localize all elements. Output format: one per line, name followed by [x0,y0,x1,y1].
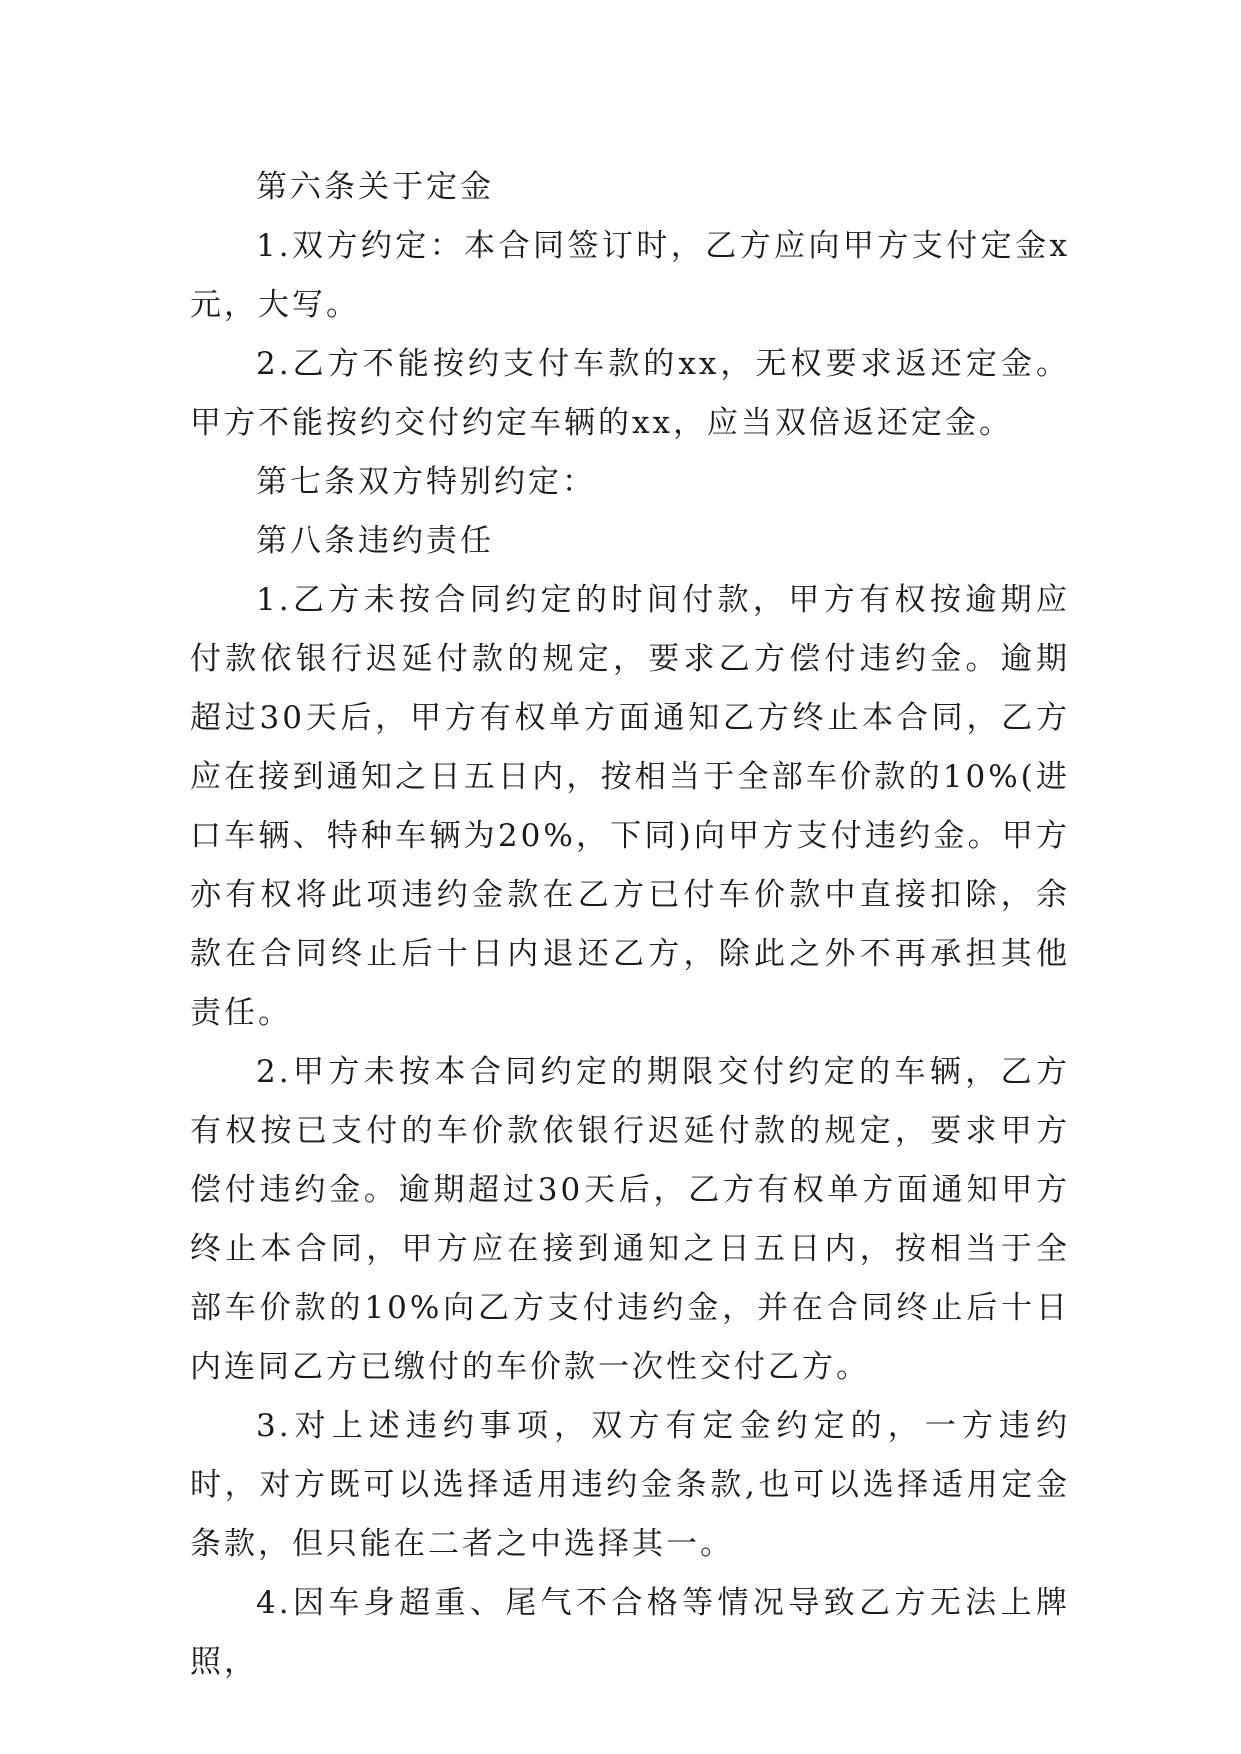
article-7-heading: 第七条双方特别约定： [256,464,596,500]
article-8-clause-4: 4.因车身超重、尾气不合格等情况导致乙方无法上牌照， [190,1585,1070,1680]
article-6-heading: 第六条关于定金 [256,169,494,205]
article-8-clause-1: 1.乙方未按合同约定的时间付款，甲方有权按逾期应付款依银行迟延付款的规定，要求乙方偿付违约金。逾期超过30天后，甲方有权单方面通知乙方终止本合同，乙方应在接到通知之日五日内，按相当于全部车价款的10%(进口车辆、特种车辆为20%，下同)向甲方支付违约金。甲方亦有权将此项违约金款在乙方已付车价款中直接扣除，余款在合同终止后十日内退还乙方，除此之外不再承担其他责任。 [190,582,1070,1031]
article-8-heading: 第八条违约责任 [256,523,494,559]
article-6-clause-1: 1.双方约定：本合同签订时，乙方应向甲方支付定金x元，大写。 [190,228,1070,323]
document-body [190,158,1070,1692]
article-8-clause-3: 3.对上述违约事项，双方有定金约定的，一方违约时，对方既可以选择适用违约金条款,也可以选择适用定金条款，但只能在二者之中选择其一。 [190,1408,1070,1562]
article-8-clause-2: 2.甲方未按本合同约定的期限交付约定的车辆，乙方有权按已支付的车价款依银行迟延付款的规定，要求甲方偿付违约金。逾期超过30天后，乙方有权单方面通知甲方终止本合同，甲方应在接到通知之日五日内，按相当于全部车价款的10%向乙方支付违约金，并在合同终止后十日内连同乙方已缴付的车价款一次性交付乙方。 [190,1054,1070,1385]
article-6-clause-2: 2.乙方不能按约支付车款的xx，无权要求返还定金。甲方不能按约交付约定车辆的xx，应当双倍返还定金。 [190,346,1070,441]
